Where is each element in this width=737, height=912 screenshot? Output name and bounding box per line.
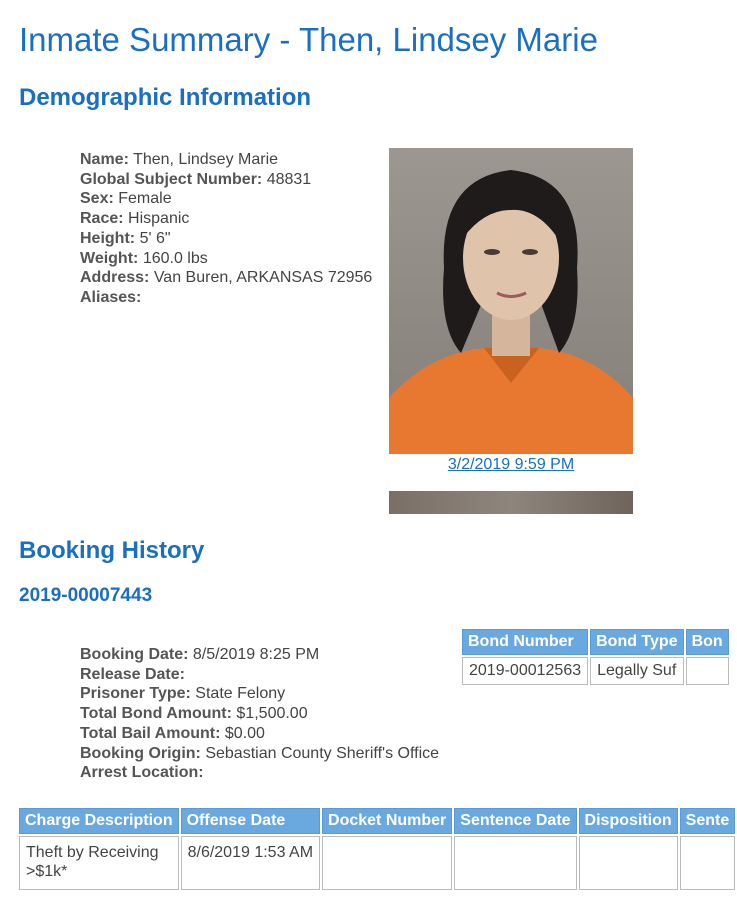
column-header-sentence-date: Sentence Date (454, 808, 576, 834)
field-booking-date (80, 645, 439, 665)
field-value: 8/5/2019 8:25 PM (192, 646, 320, 663)
table-cell (322, 836, 452, 890)
field-value: 160.0 lbs (142, 249, 208, 267)
booking-history-heading: Booking History (19, 537, 205, 564)
column-header-offense-date: Offense Date (181, 808, 320, 834)
field-value: $1,500.00 (236, 705, 308, 723)
field-height (80, 229, 372, 249)
table-cell: 2019-00012563 (462, 657, 588, 685)
field-name (80, 150, 372, 170)
table-cell (680, 836, 736, 890)
field-arrest-location (80, 763, 439, 783)
field-value: Van Buren, ARKANSAS 72956 (153, 269, 373, 287)
booking-number-heading: 2019-00007443 (19, 585, 153, 606)
field-total-bond-amount (80, 704, 439, 724)
field-value: Sebastian County Sheriff's Office (205, 744, 440, 762)
column-header-disposition: Disposition (579, 808, 678, 834)
photo-date-link[interactable]: 3/2/2019 9:59 PM (447, 456, 575, 473)
second-photo[interactable] (389, 491, 633, 514)
field-label: Aliases: (80, 288, 142, 306)
table-cell: Theft by Receiving >$1k* (19, 836, 179, 890)
table-cell (579, 836, 678, 890)
field-booking-origin (80, 744, 439, 764)
field-label: Total Bail Amount: (80, 724, 221, 742)
page-title: Inmate Summary - Then, Lindsey Marie (19, 21, 598, 58)
field-sex (80, 189, 372, 209)
field-label: Race: (80, 210, 124, 228)
column-header-bond-truncated: Bon (686, 629, 729, 655)
field-label: Booking Origin: (80, 744, 201, 762)
column-header-bond-number: Bond Number (462, 629, 588, 655)
column-header-charge-description: Charge Description (19, 808, 179, 834)
table-row (19, 836, 735, 890)
field-prisoner-type (80, 684, 439, 704)
charge-table (17, 806, 737, 892)
field-label: Prisoner Type: (80, 685, 191, 703)
table-row (462, 657, 729, 685)
field-value: 5' 6" (139, 229, 171, 247)
field-address (80, 268, 372, 288)
field-value: $0.00 (224, 724, 265, 742)
field-value: 48831 (266, 170, 312, 188)
field-label: Total Bond Amount: (80, 705, 232, 723)
table-cell: Legally Suf (590, 657, 683, 685)
table-cell (686, 657, 729, 685)
field-label: Sex: (80, 190, 114, 208)
field-value: State Felony (195, 685, 286, 703)
field-value: Female (118, 190, 172, 208)
bond-table (460, 627, 731, 687)
field-label: Weight: (80, 249, 139, 267)
field-label: Release Date: (80, 665, 185, 683)
field-label: Height: (80, 229, 136, 247)
table-header-row (462, 629, 729, 655)
field-value: Hispanic (128, 210, 190, 228)
field-value: Then, Lindsey Marie (133, 151, 279, 168)
column-header-bond-type: Bond Type (590, 629, 683, 655)
field-total-bail-amount (80, 724, 439, 744)
column-header-sentence-truncated: Sente (680, 808, 736, 834)
field-label: Address: (80, 269, 150, 287)
field-aliases (80, 288, 372, 308)
demographic-heading: Demographic Information (19, 84, 312, 111)
demographic-fields (80, 150, 372, 308)
field-label: Name: (80, 151, 129, 168)
field-race (80, 209, 372, 229)
field-global-subject-number (80, 170, 372, 190)
booking-fields (80, 645, 439, 783)
field-release-date (80, 665, 439, 685)
field-label: Booking Date: (80, 646, 189, 663)
column-header-docket-number: Docket Number (322, 808, 452, 834)
table-cell: 8/6/2019 1:53 AM (181, 836, 320, 890)
field-label: Global Subject Number: (80, 170, 263, 188)
table-header-row (19, 808, 735, 834)
person-silhouette-icon (389, 148, 633, 454)
mugshot-photo[interactable] (389, 148, 633, 454)
field-label: Arrest Location: (80, 764, 204, 782)
table-cell (454, 836, 576, 890)
field-weight (80, 249, 372, 269)
